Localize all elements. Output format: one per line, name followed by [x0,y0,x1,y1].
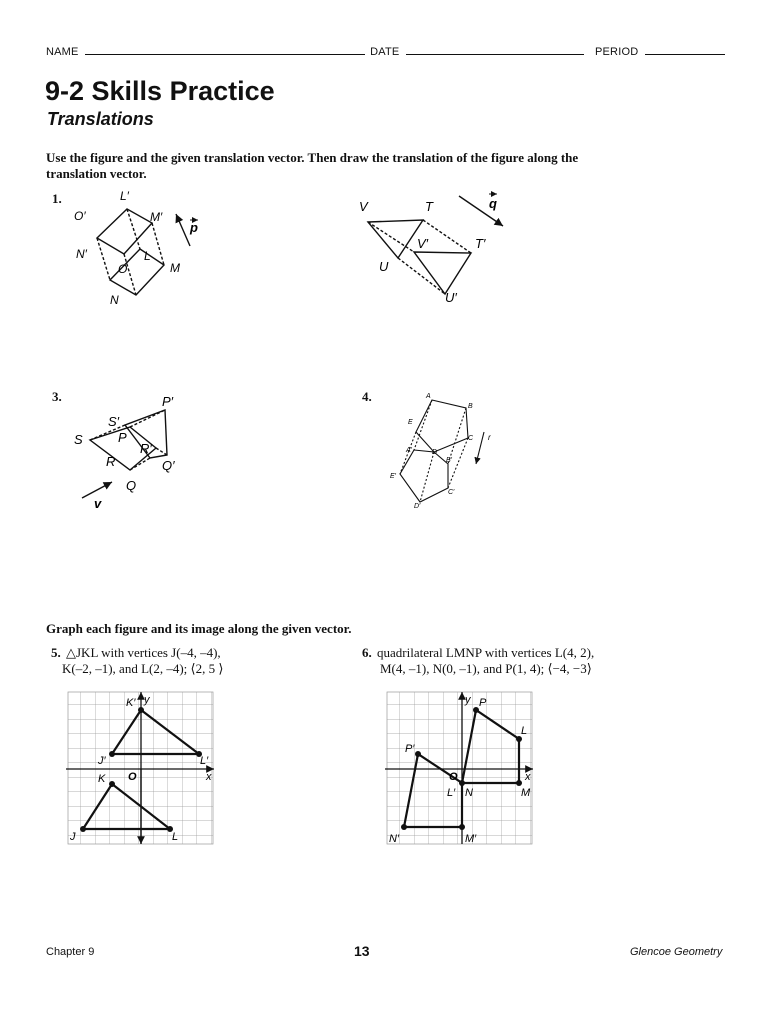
prob4-label: A [426,393,431,400]
name-label: NAME [46,46,79,58]
problem-4-number: 4. [362,389,372,404]
problem-5-number: 5. [51,645,61,660]
problem-2-figure [355,186,520,310]
prob2-label: U′ [445,290,457,305]
problem-3-figure [70,390,200,515]
prob4-image [400,450,448,502]
problem-5-graph[interactable] [66,690,216,850]
graph6-label: L′ [447,787,456,799]
prob1-label: L [144,249,151,263]
graph5-label: J [70,831,76,843]
name-blank[interactable] [85,54,365,55]
graph6-label: y [465,694,471,706]
prob2-image [414,252,471,294]
prob3-label: Q′ [162,458,175,473]
prob3-label: Q [126,478,137,493]
footer-page-number: 13 [354,943,370,959]
prob3-label: R [106,454,116,469]
problem-6-text-line1: quadrilateral LMNP with vertices L(4, 2), [377,645,595,660]
prob3-label: P′ [162,394,174,409]
vector-r-label: r [488,433,491,442]
prob1-label: L′ [120,189,129,203]
footer-book: Glencoe Geometry [630,946,723,958]
graph6-label: O [449,771,458,783]
prob3-label: S′ [108,414,120,429]
vector-r-arrow [476,432,484,464]
prob3-label: R′ [140,441,152,456]
prob4-label: E′ [390,473,396,480]
graph6-label: M′ [465,833,477,845]
graph6-label: N [465,787,473,799]
vector-p-label: p [190,220,198,235]
prob3-label: S [74,432,83,447]
prob1-label: O [118,262,128,276]
problem-3-number: 3. [52,389,62,404]
footer-chapter: Chapter 9 [46,946,95,958]
prob3-label: P [118,430,127,445]
prob4-label: C′ [448,489,455,496]
prob4-label: E [408,419,413,426]
section2-instructions: Graph each figure and its image along the given vector. [46,621,352,636]
prob2-label: T′ [475,236,486,251]
problem-1-number: 1. [52,191,62,206]
prob4-label: D [432,449,438,456]
prob1-label: N [110,293,119,307]
prob1-image [97,209,152,254]
prob2-label: T [425,199,433,214]
graph5-label: O [128,771,137,783]
page-title: 9-2 Skills Practice [45,76,275,106]
prob1-label: M [170,261,180,275]
problem-4-figure [386,390,506,515]
problem-6-text-line2: M(4, –1), N(0, –1), and P(1, 4); ⟨−4, −3⟩ [380,661,592,676]
graph5-label: L′ [200,755,209,767]
graph6-label: x [525,771,531,783]
prob4-label: B [468,403,473,410]
graph6-label: L [521,725,528,737]
problem-1-figure [60,186,220,310]
prob1-label: N′ [76,247,87,261]
graph6-label: P [479,697,487,709]
prob4-label: A′ [406,447,412,454]
date-blank[interactable] [406,54,584,55]
graph5-label: K′ [126,697,136,709]
prob4-preimage [416,400,468,452]
problem-6-number: 6. [362,645,372,660]
problem-5-text-line1: △JKL with vertices J(–4, –4), [66,645,221,660]
prob1-label: O′ [74,209,86,223]
header-fields [46,46,725,58]
graph6-label: P′ [405,743,415,755]
period-label: PERIOD [594,46,639,58]
date-label: DATE [370,46,400,58]
graph5-label: J′ [98,755,106,767]
graph6-label: M [521,787,531,799]
page-subtitle: Translations [47,109,154,129]
prob2-label: V′ [417,236,429,251]
period-blank[interactable] [645,54,725,55]
graph5-label: y [144,694,150,706]
section1-instructions: Use the figure and the given translation vector. Then draw the translation of the figure along the translation vector. [46,150,579,181]
prob4-label: D′ [414,503,421,510]
vector-q-label: q [489,196,497,211]
vector-v-label: v [94,496,102,511]
prob2-label: V [359,199,368,214]
graph6-label: N′ [389,833,400,845]
prob4-label: B′ [446,457,452,464]
prob2-label: U [379,259,389,274]
vector-p-arrow [176,214,190,246]
prob1-label: M′ [150,210,163,224]
problem-6-graph[interactable] [385,690,535,850]
problem-5-text-line2: K(–2, –1), and L(2, –4); ⟨2, 5 ⟩ [62,661,224,676]
graph5-label: L [172,831,179,843]
graph5-label: x [206,771,212,783]
prob4-label: C [468,435,474,442]
graph5-label: K [98,773,106,785]
